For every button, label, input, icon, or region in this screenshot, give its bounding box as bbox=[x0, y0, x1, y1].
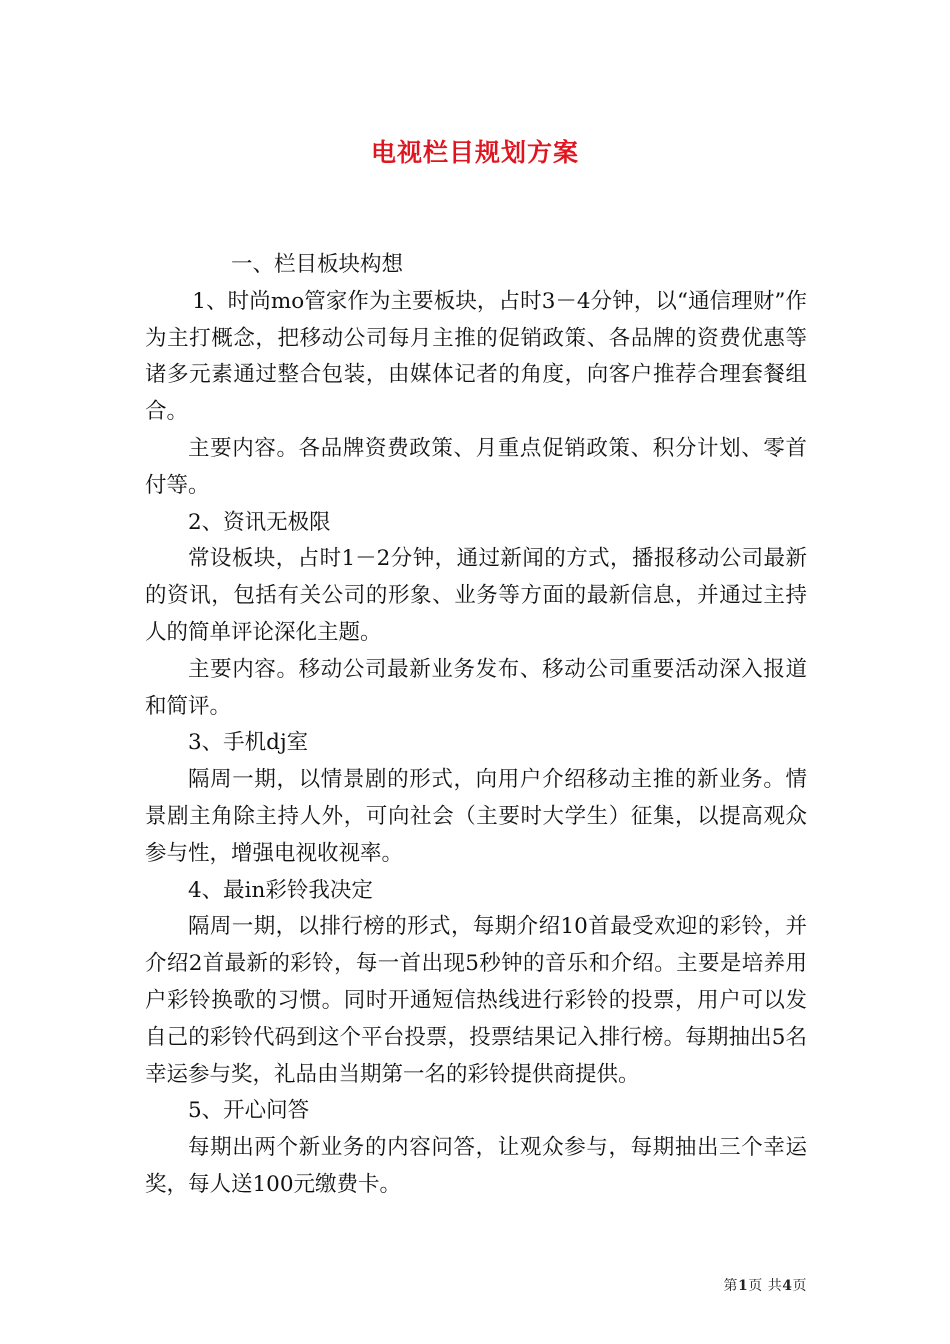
footer-prefix: 第 bbox=[723, 1278, 739, 1294]
subsection-heading: 3、手机dj室 bbox=[188, 730, 309, 756]
subsection-heading: 4、最in彩铃我决定 bbox=[188, 877, 373, 903]
paragraph: 常设板块，占时1－2分钟，通过新闻的方式，播报移动公司最新的资讯，包括有关公司的形象、业务等方面的最新信息，并通过主持人的简单评论深化主题。 bbox=[145, 546, 807, 645]
paragraph: 隔周一期，以情景剧的形式，向用户介绍移动主推的新业务。情景剧主角除主持人外，可向社会（主要时大学生）征集，以提高观众参与性，增强电视收视率。 bbox=[145, 767, 807, 866]
footer-suffix: 页 bbox=[792, 1278, 807, 1294]
section-heading: 一、栏目板块构想 bbox=[231, 252, 404, 277]
paragraph: 隔周一期，以排行榜的形式，每期介绍10首最受欢迎的彩铃，并介绍2首最新的彩铃，每一首出现5秒钟的音乐和介绍。主要是培养用户彩铃换歌的习惯。同时开通短信热线进行彩铃的投票，用户可以发自己的彩铃代码到这个平台投票，投票结果记入排行榜。每期抽出5名幸运参与奖，礼品由当期第一名的彩铃提供商提供。 bbox=[145, 914, 807, 1087]
document-body bbox=[145, 247, 807, 1204]
footer-middle: 页 共 bbox=[748, 1278, 783, 1294]
paragraph: 每期出两个新业务的内容问答，让观众参与，每期抽出三个幸运奖，每人送100元缴费卡。 bbox=[145, 1135, 807, 1197]
document-title: 电视栏目规划方案 bbox=[370, 138, 579, 167]
paragraph: 1、时尚mo管家作为主要板块，占时3－4分钟，以“通信理财”作为主打概念，把移动公司每月主推的促销政策、各品牌的资费优惠等诸多元素通过整合包装，由媒体记者的角度，向客户推荐合理套餐组合。 bbox=[145, 288, 807, 425]
subsection-heading: 5、开心问答 bbox=[188, 1098, 310, 1124]
current-page-number: 1 bbox=[738, 1278, 749, 1294]
paragraph: 主要内容。各品牌资费政策、月重点促销政策、积分计划、零首付等。 bbox=[145, 435, 807, 498]
paragraph: 主要内容。移动公司最新业务发布、移动公司重要活动深入报道和简评。 bbox=[145, 656, 807, 719]
page-number-footer bbox=[724, 1275, 807, 1295]
total-pages-number: 4 bbox=[782, 1278, 793, 1294]
subsection-heading: 2、资讯无极限 bbox=[188, 509, 331, 535]
